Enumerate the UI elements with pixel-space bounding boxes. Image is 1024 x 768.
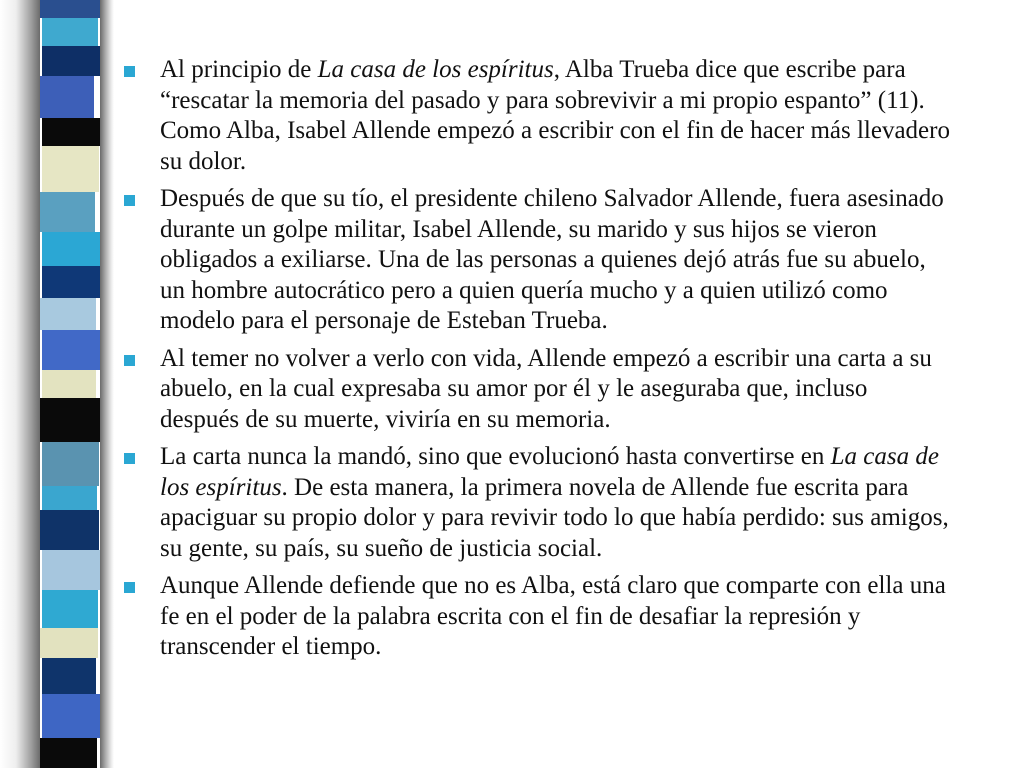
- decorative-color-stripe: [40, 0, 100, 768]
- bullet-item: [120, 55, 950, 177]
- bullet-text: [160, 345, 932, 433]
- bullet-item: [120, 442, 950, 564]
- stripe-segment: [42, 694, 100, 738]
- text-run: . De esta manera, la primera novela de Allende fue escrita para apaciguar su propio dolor y para revivir todo lo que había perdido: sus amigos, su gente, su país, su sueño de justicia social.: [160, 473, 949, 562]
- text-run: Aunque Allende defiende que no es Alba, está claro que comparte con ella una fe en el poder de la palabra escrita con el fin de desafiar la represión y transcender el tiempo.: [160, 572, 946, 660]
- stripe-segment: [42, 18, 98, 46]
- text-run: La carta nunca la mandó, sino que evolucionó hasta convertirse en: [160, 443, 831, 470]
- stripe-segment: [40, 738, 97, 768]
- stripe-segment: [42, 658, 96, 694]
- bullet-text: [160, 443, 949, 562]
- bullet-item: [120, 571, 950, 663]
- stripe-segment: [42, 370, 96, 398]
- bullet-list: [120, 55, 950, 663]
- stripe-segment: [42, 486, 97, 510]
- stripe-segment: [42, 232, 100, 266]
- stripe-segment: [42, 46, 100, 76]
- stripe-segment: [42, 118, 100, 146]
- stripe-segment: [40, 398, 100, 442]
- square-bullet-icon: [124, 582, 135, 593]
- stripe-segment: [40, 192, 95, 232]
- stripe-segment: [40, 298, 96, 330]
- slide-content: [120, 55, 950, 670]
- left-border-shadow: [0, 0, 40, 768]
- square-bullet-icon: [124, 355, 135, 366]
- bullet-item: [120, 344, 950, 436]
- square-bullet-icon: [124, 453, 135, 464]
- book-title: La casa de los espíritus: [160, 443, 939, 501]
- square-bullet-icon: [124, 195, 135, 206]
- text-run: , Alba Trueba dice que escribe para “rescatar la memoria del pasado y para sobrevivir a mi propio espanto” (11). Como Alba, Isabel Allende empezó a escribir con el fin de hacer más llevadero su dolor.: [160, 56, 950, 175]
- square-bullet-icon: [124, 66, 135, 77]
- stripe-segment: [42, 330, 100, 370]
- bullet-text: [160, 572, 946, 660]
- stripe-segment: [42, 266, 100, 298]
- stripe-segment: [40, 0, 100, 18]
- stripe-segment: [42, 146, 99, 192]
- stripe-segment: [40, 76, 94, 118]
- bullet-text: [160, 185, 944, 334]
- text-run: Al principio de: [160, 56, 318, 83]
- text-run: Después de que su tío, el presidente chileno Salvador Allende, fuera asesinado durante un golpe militar, Isabel Allende, su marido y sus hijos se vieron obligados a exiliarse. Una de las personas a quienes dejó atrás fue su abuelo, un hombre autocrático pero a quien quería mucho y a quien utilizó como modelo para el personaje de Esteban Trueba.: [160, 185, 944, 334]
- bullet-item: [120, 184, 950, 337]
- stripe-segment: [40, 510, 99, 550]
- stripe-segment: [42, 442, 99, 486]
- stripe-segment: [42, 590, 98, 628]
- book-title: La casa de los espíritus: [317, 56, 554, 83]
- text-run: Al temer no volver a verlo con vida, Allende empezó a escribir una carta a su abuelo, en la cual expresaba su amor por él y le aseguraba que, incluso después de su muerte, viviría en su memoria.: [160, 344, 932, 433]
- bullet-text: [160, 56, 950, 175]
- stripe-segment: [40, 628, 98, 658]
- stripe-segment: [42, 550, 100, 590]
- stripe-shadow: [100, 0, 114, 768]
